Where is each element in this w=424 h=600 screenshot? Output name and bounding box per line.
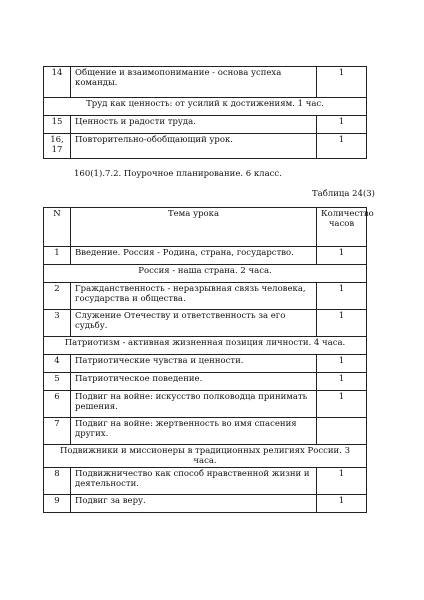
table-row — [44, 418, 367, 445]
lesson-topic: Повторительно-обобщающий урок. — [71, 134, 317, 159]
table-row — [44, 67, 367, 98]
lesson-number: 4 — [44, 355, 71, 373]
lesson-hours: 1 — [317, 310, 367, 337]
lesson-number: 8 — [44, 468, 71, 495]
header-number: N — [44, 208, 71, 247]
lesson-hours: 1 — [317, 247, 367, 265]
lesson-number: 7 — [44, 418, 71, 445]
table-row — [44, 468, 367, 495]
table-row — [44, 310, 367, 337]
section-row — [44, 337, 367, 355]
lesson-topic: Введение. Россия - Родина, страна, государство. — [71, 247, 317, 265]
section-heading: Патриотизм - активная жизненная позиция личности. 4 часа. — [44, 337, 367, 355]
lesson-hours: 1 — [317, 134, 367, 159]
section-heading: Россия - наша страна. 2 часа. — [44, 265, 367, 283]
table-row — [44, 355, 367, 373]
lesson-topic: Общение и взаимопонимание - основа успеха команды. — [71, 67, 317, 98]
lesson-topic: Подвиг за веру. — [71, 495, 317, 513]
section-row — [44, 98, 367, 116]
header-hours: Количество часов — [317, 208, 367, 247]
lesson-hours: 1 — [317, 116, 367, 134]
lesson-hours: 1 — [317, 468, 367, 495]
lesson-topic: Подвиг на войне: искусство полководца принимать решения. — [71, 391, 317, 418]
table-row — [44, 134, 367, 159]
lesson-hours: 1 — [317, 67, 367, 98]
lesson-number: 6 — [44, 391, 71, 418]
lesson-topic: Ценность и радости труда. — [71, 116, 317, 134]
table-label: Таблица 24(3) — [311, 189, 375, 199]
lesson-number: 16, 17 — [44, 134, 71, 159]
table-row — [44, 247, 367, 265]
lesson-topic: Гражданственность - неразрывная связь человека, государства и общества. — [71, 283, 317, 310]
lesson-number: 2 — [44, 283, 71, 310]
section-title: 160(1).7.2. Поурочное планирование. 6 класс. — [74, 169, 282, 179]
lesson-topic: Служение Отечеству и ответственность за его судьбу. — [71, 310, 317, 337]
section-row — [44, 265, 367, 283]
lesson-hours: 1 — [317, 373, 367, 391]
lesson-hours: 1 — [317, 283, 367, 310]
table-row — [44, 116, 367, 134]
lesson-hours: 1 — [317, 355, 367, 373]
table-row — [44, 391, 367, 418]
table-header-row — [44, 208, 367, 247]
lesson-topic: Патриотические чувства и ценности. — [71, 355, 317, 373]
lesson-number: 9 — [44, 495, 71, 513]
lesson-number: 1 — [44, 247, 71, 265]
table-row — [44, 495, 367, 513]
lesson-topic: Подвиг на войне: жертвенность во имя спасения других. — [71, 418, 317, 445]
lesson-number: 3 — [44, 310, 71, 337]
lesson-number: 14 — [44, 67, 71, 98]
section-row — [44, 445, 367, 468]
lesson-hours: 1 — [317, 495, 367, 513]
lesson-topic: Подвижничество как способ нравственной жизни и деятельности. — [71, 468, 317, 495]
lesson-number: 15 — [44, 116, 71, 134]
table-row — [44, 283, 367, 310]
section-heading: Труд как ценность: от усилий к достижениям. 1 час. — [44, 98, 367, 116]
lesson-table-grade-6 — [43, 207, 374, 513]
section-heading: Подвижники и миссионеры в традиционных религиях России. 3 часа. — [44, 445, 367, 468]
lesson-number: 5 — [44, 373, 71, 391]
table-row — [44, 373, 367, 391]
lesson-topic: Патриотическое поведение. — [71, 373, 317, 391]
lesson-table-previous — [43, 66, 367, 159]
lesson-hours — [317, 418, 367, 445]
lesson-hours: 1 — [317, 391, 367, 418]
header-topic: Тема урока — [71, 208, 317, 247]
